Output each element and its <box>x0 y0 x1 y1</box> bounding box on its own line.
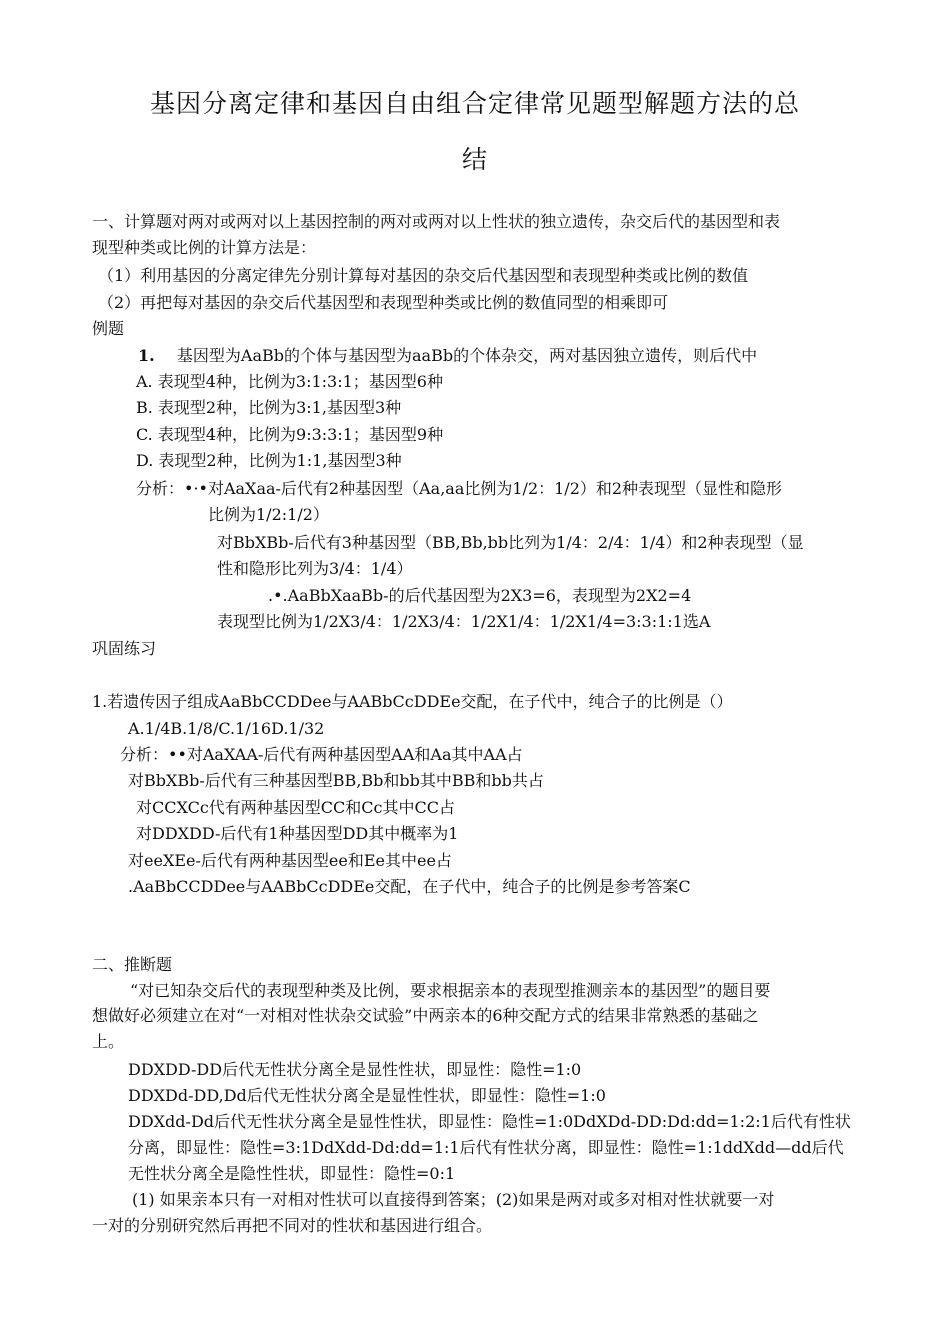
example-option-d: D. 表现型2种，比例为1:1,基因型3种 <box>136 451 402 470</box>
analysis-line: 对eeXEe-后代有两种基因型ee和Ee其中ee占 <box>128 851 452 870</box>
analysis-line: 对DDXDD-后代有1种基因型DD其中概率为1 <box>136 824 459 843</box>
section-2-paragraph: 想做好必须建立在对“一对相对性状杂交试验”中两亲本的6种交配方式的结果非常熟悉的基础之 <box>92 1006 759 1025</box>
analysis-line: 表现型比例为1/2X3/4：1/2X3/4：1/2X1/4：1/2X1/4=3:3:1:1选A <box>217 612 711 631</box>
cross-result-line: DDXdd-Dd后代无性状分离全是显性性状，即显性：隐性=1:0DdXDd-DD:Dd:dd=1:2:1后代有性状 <box>128 1112 851 1131</box>
example-option-c: C. 表现型4种，比例为9:3:3:1；基因型9种 <box>136 425 444 444</box>
analysis-line: .•.AaBbXaaBb-的后代基因型为2X3=6，表现型为2X2=4 <box>268 586 692 605</box>
analysis-line: 对BbXBb-后代有3种基因型（BB,Bb,bb比列为1/4：2/4：1/4）和2种表现型（显 <box>217 533 804 552</box>
page-title-line-1: 基因分离定律和基因自由组合定律常见题型解题方法的总 <box>149 89 800 118</box>
example-label: 例题 <box>92 319 125 338</box>
section-2-tip: 一对的分别研究然后再把不同对的性状和基因进行组合。 <box>92 1216 493 1235</box>
practice-label: 巩固练习 <box>92 639 157 658</box>
example-option-a: A. 表现型4种，比例为3:1:3:1；基因型6种 <box>136 372 443 391</box>
cross-result-line: 无性状分离全是隐性性状，即显性：隐性=0:1 <box>128 1164 456 1183</box>
example-number: 1. <box>138 346 155 365</box>
method-step-2: （2）再把每对基因的杂交后代基因型和表现型种类或比例的数值同型的相乘即可 <box>98 293 669 312</box>
analysis-line: 性和隐形比列为3/4：1/4） <box>217 559 413 578</box>
section-1-intro-continued: 现型种类或比例的计算方法是： <box>92 238 317 257</box>
practice-question-text: 1.若遗传因子组成AaBbCCDDee与AABbCcDDEe交配，在子代中，纯合子的比例是（） <box>92 692 733 711</box>
section-1-intro: 一、计算题对两对或两对以上基因控制的两对或两对以上性状的独立遗传，杂交后代的基因型和表 <box>92 212 781 231</box>
cross-result-line: 分离，即显性：隐性=3:1DdXdd-Dd:dd=1:1后代有性状分离，即显性：隐性=1:1ddXdd—dd后代 <box>128 1138 844 1157</box>
analysis-line: 比例为1/2:1/2） <box>208 505 329 524</box>
cross-result-line: DDXDD-DD后代无性状分离全是显性性状，即显性：隐性=1:0 <box>128 1060 582 1079</box>
section-2-paragraph: 上。 <box>92 1032 125 1051</box>
analysis-line: .AaBbCCDDee与AABbCcDDEe交配，在子代中，纯合子的比例是参考答案C <box>128 877 691 896</box>
practice-options: A.1/4B.1/8/C.1/16D.1/32 <box>128 719 325 738</box>
section-2-heading: 二、推断题 <box>92 955 173 974</box>
example-option-b: B. 表现型2种，比例为3:1,基因型3种 <box>136 398 402 417</box>
page-title-line-2: 结 <box>461 145 488 174</box>
analysis-line: 对CCXCc代有两种基因型CC和Cc其中CC占 <box>136 798 455 817</box>
section-2-tip: (1) 如果亲本只有一对相对性状可以直接得到答案；(2)如果是两对或多对相对性状就要一对 <box>132 1190 775 1209</box>
example-question-text: 基因型为AaBb的个体与基因型为aaBb的个体杂交，两对基因独立遗传，则后代中 <box>176 346 758 365</box>
section-2-paragraph: “对已知杂交后代的表现型种类及比例，要求根据亲本的表现型推测亲本的基因型”的题目要 <box>130 981 771 1000</box>
analysis-line: 对BbXBb-后代有三种基因型BB,Bb和bb其中BB和bb共占 <box>128 771 544 790</box>
analysis-line: 分析：•·•对AaXaa-后代有2种基因型（Aa,aa比例为1/2：1/2）和2种表现型（显性和隐形 <box>136 479 783 498</box>
analysis-line: 分析：••对AaXAA-后代有两种基因型AA和Aa其中AA占 <box>120 745 523 764</box>
method-step-1: （1）利用基因的分离定律先分别计算每对基因的杂交后代基因型和表现型种类或比例的数值 <box>98 266 749 285</box>
cross-result-line: DDXDd-DD,Dd后代无性状分离全是显性性状，即显性：隐性=1:0 <box>128 1086 606 1105</box>
